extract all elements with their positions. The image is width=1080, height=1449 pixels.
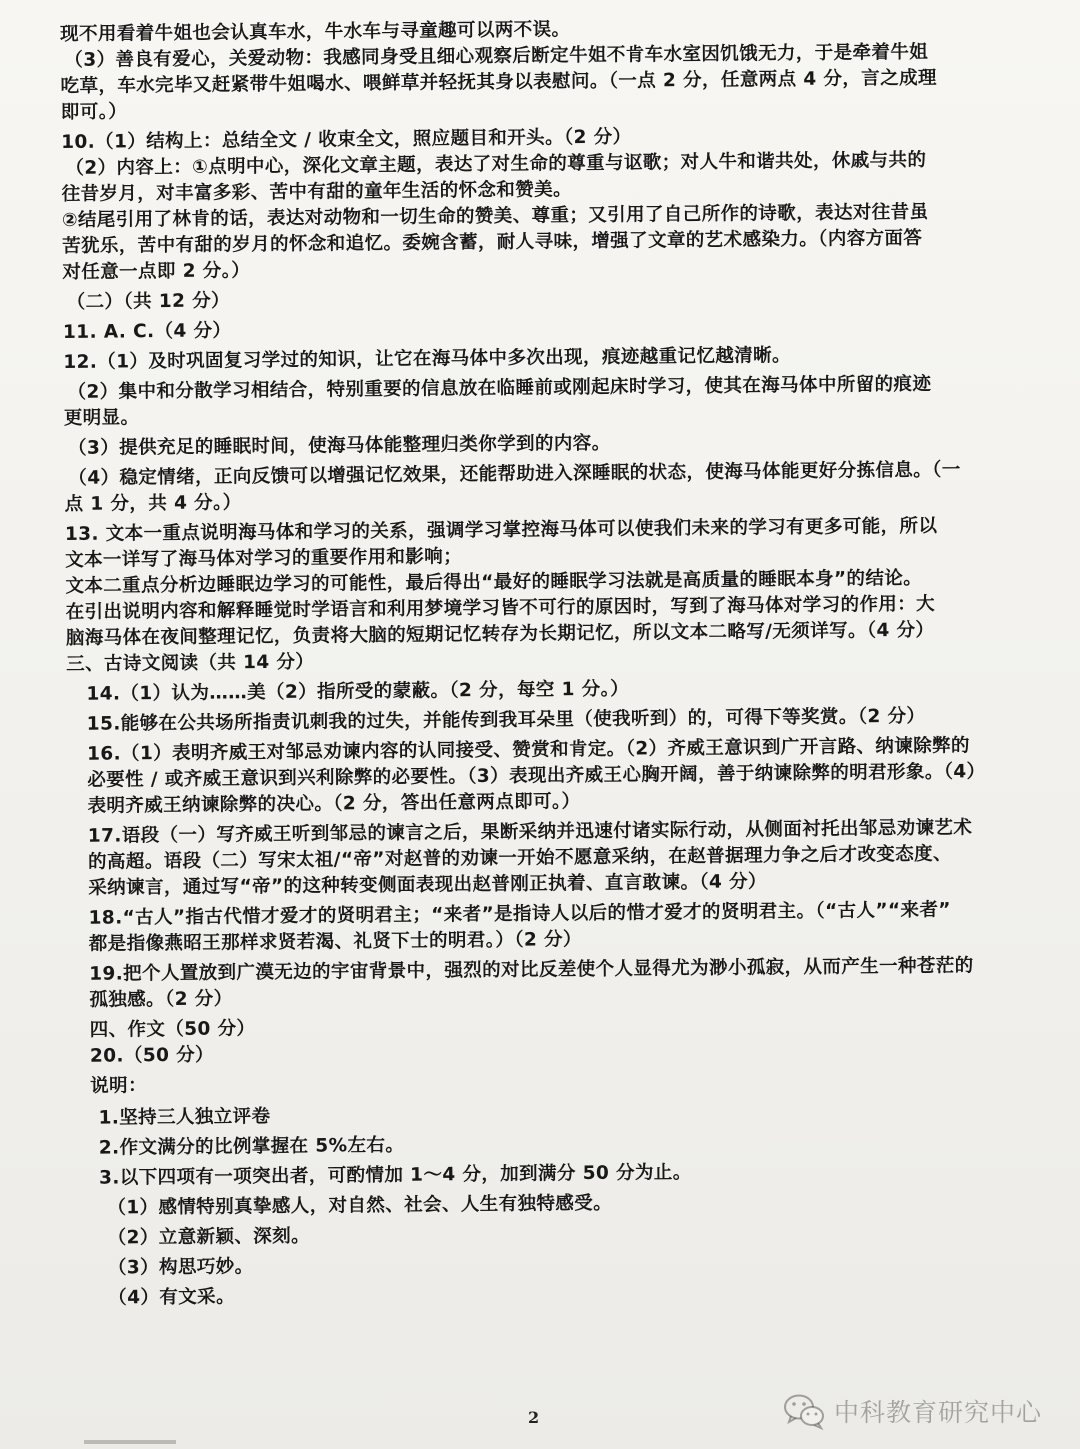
- text-line: 往昔岁月，对丰富多彩、苦中有甜的童年生活的怀念和赞美。: [61, 179, 573, 205]
- text-line: 20.（50 分）: [89, 1044, 215, 1067]
- text-line: 14.（1）认为……美（2）指所受的蒙蔽。（2 分，每空 1 分。）: [86, 678, 630, 705]
- page-number: 2: [528, 1408, 540, 1427]
- text-line: 的高超。语段（二）写宋太祖/“帝”对赵普的劝谏一开始不愿意采纳，在赵普据理力争之后才改变态度、: [87, 843, 953, 873]
- text-line: （4）有文采。: [108, 1286, 236, 1309]
- text-line: （1）感情特别真挚感人，对自然、社会、人生有独特感受。: [107, 1192, 613, 1219]
- text-line: （4）稳定情绪，正向反馈可以增强记忆效果，还能帮助进入深睡眠的状态，使海马体能更好分拣信息。（一: [68, 459, 961, 489]
- text-line: 17.语段（一）写齐威王听到邹忌的谏言之后，果断采纳并迅速付诸实际行动，从侧面衬托出邹忌劝谏艺术: [87, 817, 973, 847]
- text-line: 11. A. C.（4 分）: [62, 320, 232, 343]
- section-heading: 四、作文（50 分）: [89, 1018, 256, 1041]
- text-line: 点 1 分，共 4 分。）: [64, 492, 242, 515]
- text-line: 3.以下四项有一项突出者，可酌情加 1～4 分，加到满分 50 分为止。: [98, 1161, 692, 1189]
- text-line: ②结尾引用了林肯的话，表达对动物和一切生命的赞美、尊重；又引用了自己所作的诗歌，表达对往昔虽: [61, 201, 929, 231]
- answer-key-text: [60, 13, 1017, 1312]
- text-line: （2）内容上：①点明中心，深化文章主题，表达了对生命的尊重与讴歌；对人牛和谐共处，休戚与共的: [65, 149, 927, 179]
- section-heading: 三、古诗文阅读（共 14 分）: [66, 651, 315, 675]
- text-line: 都是指像燕昭王那样求贤若渴、礼贤下士的明君。）（2 分）: [88, 929, 582, 955]
- watermark-text: 中科教育研究中心: [834, 1398, 1043, 1427]
- text-line: 采纳谏言，通过写“帝”的这种转变侧面表现出赵普刚正执着、直言敢谏。（4 分）: [88, 871, 767, 899]
- text-line: （2）集中和分散学习相结合，特别重要的信息放在临睡前或刚起床时学习，使其在海马体中所留的痕迹: [67, 373, 932, 403]
- text-line: 18.“古人”指古代惜才爱才的贤明君主；“来者”是指诗人以后的惜才爱才的贤明君主。（“古人”“来者”: [88, 899, 951, 929]
- text-line: （3）构思巧妙。: [107, 1256, 254, 1279]
- text-line: 10.（1）结构上：总结全文 / 收束全文，照应题目和开头。（2 分）: [61, 126, 632, 153]
- text-line: 12.（1）及时巩固复习学过的知识，让它在海马体中多次出现，痕迹越重记忆越清晰。: [63, 344, 791, 373]
- text-line: 吃草，车水完毕又赶紧带牛姐喝水、喂鲜草并轻抚其身以表慰问。（一点 2 分，任意两点 4 分，言之成理: [60, 67, 937, 97]
- text-line: 对任意一点即 2 分。）: [62, 260, 251, 283]
- text-line: 13. 文本一重点说明海马体和学习的关系，强调学习掌控海马体可以使我们未来的学习有更多可能，所以: [64, 515, 938, 545]
- text-line: 孤独感。（2 分）: [89, 988, 233, 1011]
- text-line: 脑海马体在夜间整理记忆，负责将大脑的短期记忆转存为长期记忆，所以文本二略写/无须详写。（4 分）: [65, 619, 935, 649]
- text-line: 文本二重点分析边睡眠边学习的可能性，最后得出“最好的睡眠学习法就是高质量的睡眠本身”的结论。: [65, 567, 923, 597]
- text-line: （2）立意新颖、深刻。: [107, 1225, 311, 1249]
- watermark: [782, 1389, 1042, 1433]
- text-line: 表明齐威王纳谏除弊的决心。（2 分，答出任意两点即可。）: [87, 791, 581, 817]
- text-line: 即可。）: [60, 101, 128, 123]
- text-line: 1.坚持三人独立评卷: [98, 1106, 271, 1129]
- text-line: 文本一详写了海马体对学习的重要作用和影响；: [65, 546, 463, 571]
- text-line: 现不用看着牛姐也会认真车水，牛水车与寻童趣可以两不误。: [60, 19, 571, 45]
- scan-edge-mark: [84, 1440, 176, 1444]
- text-line: （3）善良有爱心，关爱动物：我感同身受且细心观察后断定牛姐不肯车水室因饥饿无力，于是牵着牛姐: [64, 41, 929, 71]
- text-line: （3）提供充足的睡眠时间，使海马体能整理归类你学到的内容。: [67, 432, 611, 459]
- text-line: 19.把个人置放到广漠无边的宇宙背景中，强烈的对比反差使个人显得尤为渺小孤寂，从而产生一种苍茫的: [89, 955, 974, 985]
- text-line: 16.（1）表明齐威王对邹忌劝谏内容的认同接受、赞赏和肯定。（2）齐威王意识到广开言路、纳谏除弊的: [86, 735, 970, 765]
- text-line: 2.作文满分的比例掌握在 5%左右。: [98, 1134, 405, 1159]
- text-line: 说明：: [90, 1075, 148, 1097]
- section-heading: （二）（共 12 分）: [66, 290, 231, 313]
- text-line: 苦犹乐，苦中有甜的岁月的怀念和追忆。委婉含蓄，耐人寻味，增强了文章的艺术感染力。（内容方面答: [62, 227, 923, 257]
- text-line: 15.能够在公共场所指责讥刺我的过失，并能传到我耳朵里（使我听到）的，可得下等奖赏。（2 分）: [86, 705, 926, 735]
- text-line: 更明显。: [63, 407, 140, 429]
- wechat-icon: [782, 1391, 826, 1431]
- text-line: 必要性 / 或齐威王意识到兴利除弊的必要性。（3）表现出齐威王心胸开阔，善于纳谏除弊的明君形象。（4）: [87, 761, 986, 791]
- text-line: 在引出说明内容和解释睡觉时学语言和利用梦境学习皆不可行的原因时，写到了海马体对学习的作用：大: [65, 593, 936, 623]
